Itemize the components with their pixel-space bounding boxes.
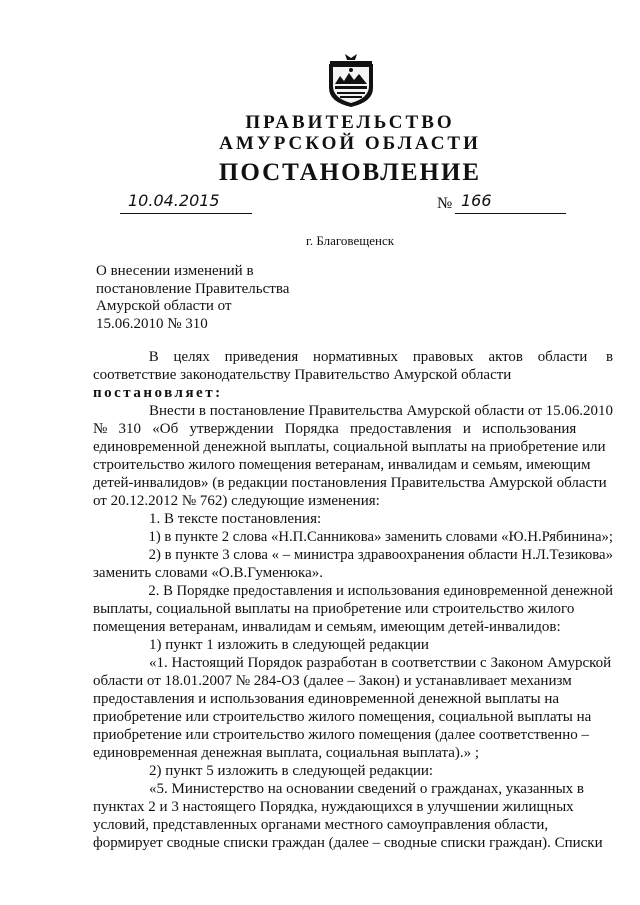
subject-line: О внесении изменений в	[96, 263, 254, 279]
body-line: выплаты, социальной выплаты на приобретение или строительство жилого	[93, 601, 575, 617]
body-line: В целях приведения нормативных правовых актов области в	[148, 349, 613, 365]
document-type-title: ПОСТАНОВЛЕНИЕ	[218, 159, 482, 186]
document-date: 10.04.2015	[128, 191, 220, 210]
body-line: области от 18.01.2007 № 284-ОЗ (далее – Закон) и устанавливает механизм	[93, 673, 572, 689]
body-line: предоставления и использования единовременной денежной выплаты на	[93, 691, 560, 707]
resolve-word: постановляет:	[93, 385, 223, 401]
body-line: 2. В Порядке предоставления и использования единовременной денежной	[148, 583, 613, 599]
body-line: заменить словами «О.В.Гуменюка».	[93, 565, 323, 581]
document-number-field	[455, 193, 566, 214]
body-line: формирует сводные списки граждан (далее – сводные списки граждан). Списки	[93, 835, 603, 851]
body-line: от 20.12.2012 № 762) следующие изменения:	[93, 493, 380, 509]
document-date-field	[120, 193, 252, 214]
body-line: единовременной денежной выплаты, социальной выплаты на приобретение или	[93, 439, 606, 455]
body-line: строительство жилого помещения ветеранам, инвалидам и семьям, имеющим	[93, 457, 591, 473]
number-label: №	[437, 195, 453, 212]
body-line: 1) пункт 1 изложить в следующей редакции	[149, 637, 429, 653]
document-number: 166	[461, 191, 492, 210]
organization-line-2: АМУРСКОЙ ОБЛАСТИ	[219, 133, 481, 154]
body-line: 1. В тексте постановления:	[149, 511, 322, 527]
body-line: Внести в постановление Правительства Амурской области от 15.06.2010	[148, 403, 614, 419]
body-line: «1. Настоящий Порядок разработан в соответствии с Законом Амурской	[149, 655, 612, 671]
body-line: № 310 «Об утверждении Порядка предоставления и использования	[93, 421, 577, 437]
body-line: 2) пункт 5 изложить в следующей редакции:	[149, 763, 434, 779]
body-line: приобретение или строительство жилого помещения (далее соответственно –	[93, 727, 589, 743]
decree-body	[93, 348, 613, 852]
body-line: помещения ветеранам, инвалидам и семьям, имеющим детей-инвалидов:	[93, 619, 561, 635]
body-line: единовременная денежная выплата, социальная выплата).» ;	[93, 745, 480, 761]
organization-line-1: ПРАВИТЕЛЬСТВО	[245, 112, 455, 133]
body-line: условий, представленных органами местного самоуправления области,	[93, 817, 549, 833]
body-line: «5. Министерство на основании сведений о гражданах, указанных в	[149, 781, 584, 797]
body-line: детей-инвалидов» (в редакции постановления Правительства Амурской области	[93, 475, 607, 491]
body-line: 2) в пункте 3 слова « – министра здравоохранения области Н.Л.Тезикова»	[148, 547, 614, 563]
subject-line: Амурской области от	[96, 298, 232, 314]
subject-line: постановление Правительства	[96, 280, 290, 297]
body-line: приобретение или строительство жилого помещения, социальной выплаты на	[93, 709, 592, 725]
body-line: пунктах 2 и 3 настоящего Порядка, нуждающихся в улучшении жилищных	[93, 799, 574, 815]
subject-line: 15.06.2010 № 310	[96, 315, 208, 332]
body-line: 1) в пункте 2 слова «Н.П.Санникова» заменить словами «Ю.Н.Рябинина»;	[148, 529, 614, 545]
city-line: г. Благовещенск	[305, 233, 395, 248]
coat-of-arms-icon	[324, 52, 378, 108]
subject-block	[96, 263, 346, 333]
body-line: соответствие законодательству Правительство Амурской области	[93, 367, 512, 383]
